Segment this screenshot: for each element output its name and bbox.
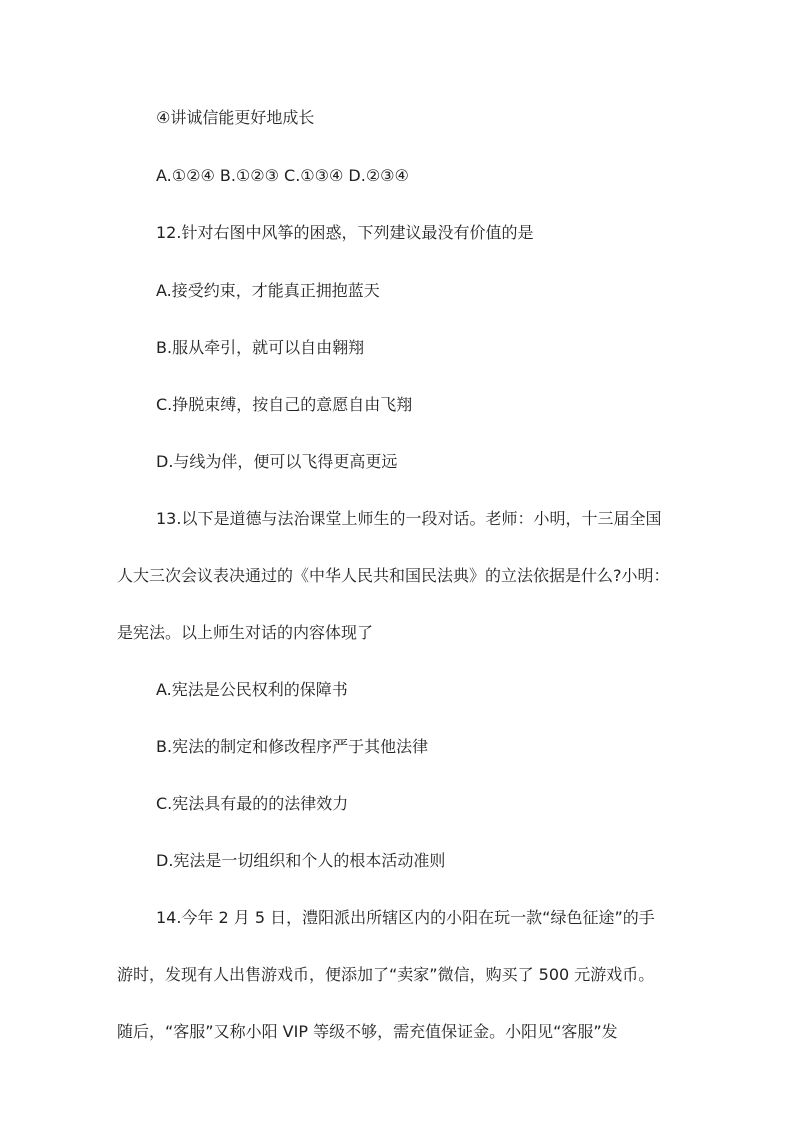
question-12-option-c: C.挣脱束缚，按自己的意愿自由飞翔 xyxy=(156,395,413,414)
question-13-stem-line-3: 是宪法。以上师生对话的内容体现了 xyxy=(117,623,374,642)
question-13-option-c: C.宪法具有最的的法律效力 xyxy=(156,794,349,813)
question-13-option-b: B.宪法的制定和修改程序严于其他法律 xyxy=(156,737,429,756)
option-item-4: ④讲诚信能更好地成长 xyxy=(156,108,315,127)
question-14-stem-line-2: 游时，发现有人出售游戏币，便添加了“卖家”微信，购买了 500 元游戏币。 xyxy=(117,965,655,984)
question-12-option-d: D.与线为伴，便可以飞得更高更远 xyxy=(156,452,398,471)
question-13-option-a: A.宪法是公民权利的保障书 xyxy=(156,680,348,699)
question-12-option-a: A.接受约束，才能真正拥抱蓝天 xyxy=(156,281,380,300)
question-12-stem: 12.针对右图中风筝的困惑，下列建议最没有价值的是 xyxy=(156,223,534,242)
question-13-stem-line-1: 13.以下是道德与法治课堂上师生的一段对话。老师：小明，十三届全国 xyxy=(156,509,662,528)
question-12-option-b: B.服从牵引，就可以自由翱翔 xyxy=(156,338,365,357)
question-13-stem-line-2: 人大三次会议表决通过的《中华人民共和国民法典》的立法依据是什么?小明： xyxy=(117,566,670,585)
question-14-stem-line-3: 随后，“客服”又称小阳 VIP 等级不够，需充值保证金。小阳见“客服”发 xyxy=(117,1022,618,1041)
answer-choices-11: A.①②④ B.①②③ C.①③④ D.②③④ xyxy=(156,166,409,185)
question-14-stem-line-1: 14.今年 2 月 5 日，澧阳派出所辖区内的小阳在玩一款“绿色征途”的手 xyxy=(156,908,655,927)
question-13-option-d: D.宪法是一切组织和个人的根本活动准则 xyxy=(156,851,446,870)
